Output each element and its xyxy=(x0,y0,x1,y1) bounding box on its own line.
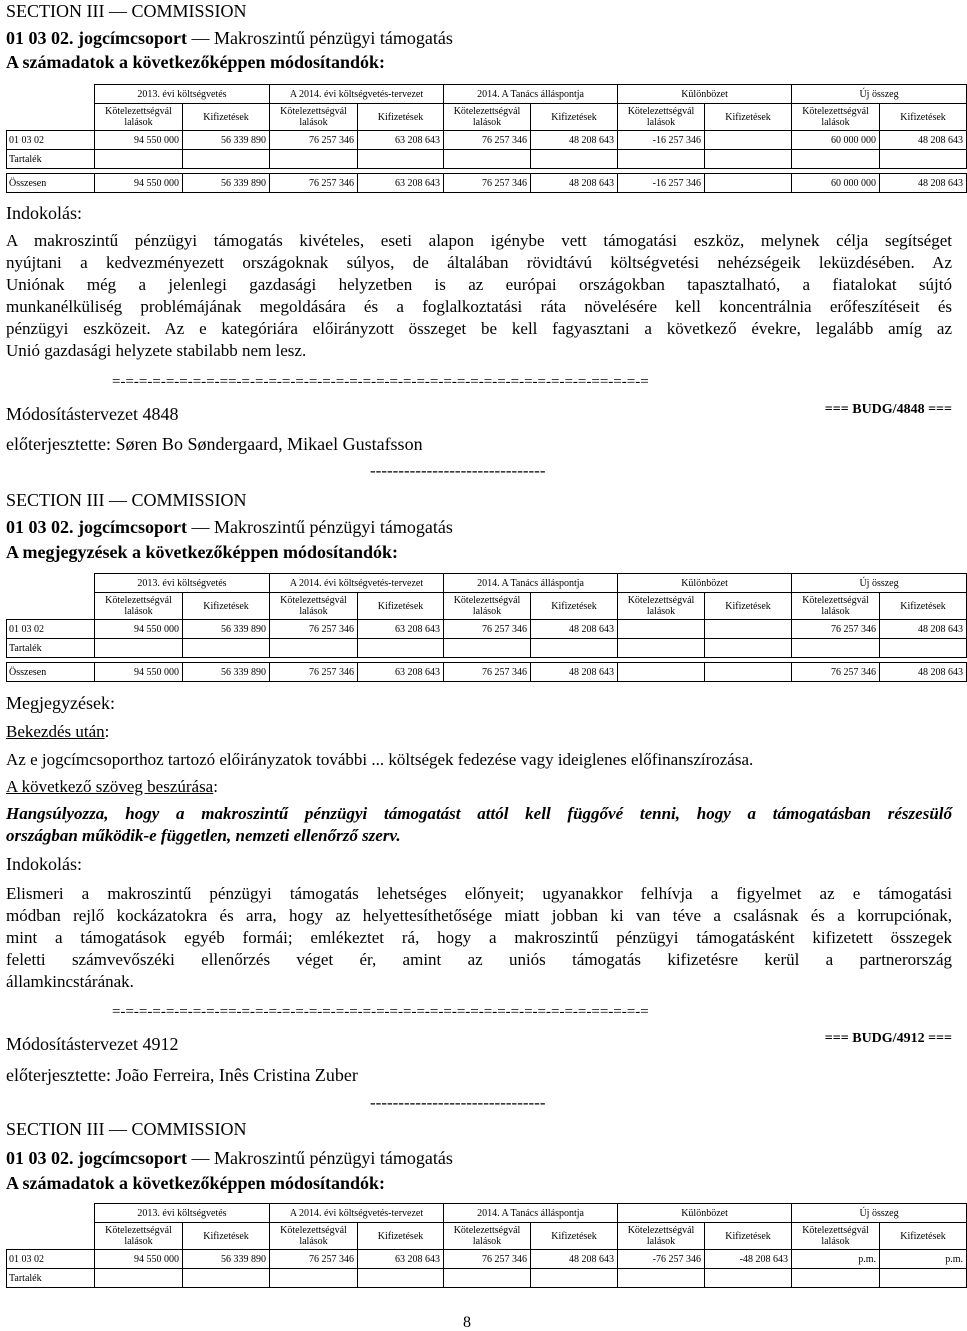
header-new-amount: Új összeg xyxy=(792,85,967,104)
table-cell xyxy=(792,1269,880,1288)
amend-remarks-heading: A megjegyzések a következőképpen módosítandók: xyxy=(6,542,398,562)
table-cell: 48 208 643 xyxy=(880,131,967,150)
chapter-title: — Makroszintű pénzügyi támogatás xyxy=(191,1148,453,1168)
row-label: Tartalék xyxy=(7,639,95,658)
amendment-ref-1: === BUDG/4848 === xyxy=(824,402,952,417)
table-row xyxy=(7,131,967,150)
table-cell xyxy=(705,131,792,150)
table-cell xyxy=(95,150,183,169)
after-paragraph-colon: : xyxy=(104,722,110,741)
section-heading-3: SECTION III — COMMISSION xyxy=(6,1119,247,1139)
header-commitments: Kötelezettségvál lalások xyxy=(792,1223,880,1250)
header-payments: Kifizetések xyxy=(705,104,792,131)
table-cell xyxy=(444,1269,531,1288)
chapter-heading-3 xyxy=(6,1147,453,1169)
table-cell xyxy=(618,620,705,639)
table-cell: 76 257 346 xyxy=(270,620,358,639)
table-corner xyxy=(7,1223,95,1250)
header-commitments: Kötelezettségvál lalások xyxy=(618,104,705,131)
header-draft-2014: A 2014. évi költségvetés-tervezet xyxy=(270,1204,444,1223)
chapter-code: 01 03 02. xyxy=(6,28,74,48)
section-heading-2: SECTION III — COMMISSION xyxy=(6,490,247,510)
table-cell: 63 208 643 xyxy=(358,131,444,150)
row-label: Tartalék xyxy=(7,1269,95,1288)
header-commitments: Kötelezettségvál lalások xyxy=(792,593,880,620)
justification-1-line: nyújtani a kedvezményezett országoknak súlyos, de általában rövidtávú költségvetési nehézségeik leküzdésében. Az xyxy=(6,253,952,272)
table-cell: 76 257 346 xyxy=(270,663,358,682)
table-cell: 63 208 643 xyxy=(358,620,444,639)
table-cell xyxy=(880,1269,967,1288)
remarks-text: Az e jogcímcsoporthoz tartozó előirányzatok további ... költségek fedezése vagy ideiglenes előfinanszírozása. xyxy=(6,750,754,769)
header-payments: Kifizetések xyxy=(358,593,444,620)
header-commitments: Kötelezettségvál lalások xyxy=(270,104,358,131)
table-cell xyxy=(618,1269,705,1288)
table-corner xyxy=(7,104,95,131)
inserted-text xyxy=(6,804,952,848)
row-label: Összesen xyxy=(7,663,95,682)
table-cell: 56 339 890 xyxy=(183,174,270,193)
header-new-amount: Új összeg xyxy=(792,1204,967,1223)
table-cell xyxy=(705,150,792,169)
header-difference: Különbözet xyxy=(618,85,792,104)
justification-2-line: módban rejlő kockázatokra és arra, hogy az helyettesíthetősége miatt jobban ki van téve a csalásnak és a korrupciónak, xyxy=(6,906,952,925)
header-commitments: Kötelezettségvál lalások xyxy=(270,1223,358,1250)
remarks-label: Megjegyzések: xyxy=(6,693,115,713)
table-cell xyxy=(531,1269,618,1288)
justification-label-2: Indokolás: xyxy=(6,854,82,874)
table-cell xyxy=(880,150,967,169)
table-row xyxy=(7,1269,967,1288)
table-cell xyxy=(705,620,792,639)
chapter-heading xyxy=(6,27,453,49)
chapter-word: jogcímcsoport xyxy=(78,517,187,537)
header-payments: Kifizetések xyxy=(880,593,967,620)
table-cell: 48 208 643 xyxy=(531,1250,618,1269)
table-cell: -48 208 643 xyxy=(705,1250,792,1269)
row-label: 01 03 02 xyxy=(7,131,95,150)
header-commitments: Kötelezettségvál lalások xyxy=(444,104,531,131)
header-payments: Kifizetések xyxy=(705,593,792,620)
justification-1-line: munkanélküliség problémájának megoldására és a foglalkoztatási ráta növelésére kell koncentrálnia erőfeszítéseit és xyxy=(6,297,952,316)
table-row xyxy=(7,1250,967,1269)
table-cell: 63 208 643 xyxy=(358,174,444,193)
table-cell: 76 257 346 xyxy=(444,1250,531,1269)
table-cell: 63 208 643 xyxy=(358,663,444,682)
header-new-amount: Új összeg xyxy=(792,574,967,593)
table-cell xyxy=(358,150,444,169)
dash-line-2: ------------------------------- xyxy=(370,1093,546,1112)
header-payments: Kifizetések xyxy=(183,104,270,131)
justification-1-line: A makroszintű pénzügyi támogatás kivételes, eseti alapon igénybe vett támogatási eszköz, melynek célja segítséget xyxy=(6,231,952,250)
justification-1-last-line: Unió gazdasági helyzete stabilabb nem lesz. xyxy=(6,341,307,360)
table-cell: 76 257 346 xyxy=(444,174,531,193)
amend-amounts-heading-2: A számadatok a következőképpen módosítandók: xyxy=(6,1173,386,1193)
chapter-code: 01 03 02. xyxy=(6,1148,74,1168)
table-corner xyxy=(7,1204,95,1223)
header-council-2014: 2014. A Tanács álláspontja xyxy=(444,574,618,593)
header-payments: Kifizetések xyxy=(183,1223,270,1250)
after-paragraph-label: Bekezdés után xyxy=(6,722,105,741)
page-number: 8 xyxy=(463,1314,471,1331)
header-payments: Kifizetések xyxy=(358,104,444,131)
justification-2-line: feletti számvevőszéki ellenőrzés véget ér, amint az uniós támogatás kifizetésre kerül a partnerország xyxy=(6,950,952,969)
table-cell xyxy=(705,639,792,658)
header-commitments: Kötelezettségvál lalások xyxy=(618,1223,705,1250)
table-cell: -16 257 346 xyxy=(618,131,705,150)
table-cell: 48 208 643 xyxy=(880,663,967,682)
table-cell xyxy=(95,1269,183,1288)
tabled-by-2: előterjesztette: João Ferreira, Inês Cristina Zuber xyxy=(6,1065,358,1085)
table-cell xyxy=(270,639,358,658)
header-payments: Kifizetések xyxy=(880,104,967,131)
header-payments: Kifizetések xyxy=(531,593,618,620)
header-council-2014: 2014. A Tanács álláspontja xyxy=(444,85,618,104)
header-commitments: Kötelezettségvál lalások xyxy=(618,593,705,620)
table-cell: 48 208 643 xyxy=(531,663,618,682)
chapter-word: jogcímcsoport xyxy=(78,28,187,48)
table-cell: 56 339 890 xyxy=(183,620,270,639)
table-cell xyxy=(792,150,880,169)
table-cell: 63 208 643 xyxy=(358,1250,444,1269)
table-cell: 76 257 346 xyxy=(270,131,358,150)
chapter-word: jogcímcsoport xyxy=(78,1148,187,1168)
header-draft-2014: A 2014. évi költségvetés-tervezet xyxy=(270,574,444,593)
table-cell xyxy=(358,639,444,658)
inserted-text-line: Hangsúlyozza, hogy a makroszintű pénzügyi támogatást attól kell függővé tenni, hogy a támogatásban részesülő xyxy=(6,804,952,823)
table-cell: 76 257 346 xyxy=(444,663,531,682)
table-cell: 94 550 000 xyxy=(95,620,183,639)
table-corner xyxy=(7,593,95,620)
table-cell: 60 000 000 xyxy=(792,131,880,150)
table-cell: 60 000 000 xyxy=(792,174,880,193)
table-cell: p.m. xyxy=(792,1250,880,1269)
table-row xyxy=(7,663,967,682)
table-cell xyxy=(183,639,270,658)
header-payments: Kifizetések xyxy=(531,104,618,131)
table-cell: 76 257 346 xyxy=(792,620,880,639)
header-budget-2013: 2013. évi költségvetés xyxy=(95,85,270,104)
row-label: 01 03 02 xyxy=(7,620,95,639)
separator-2: =-=-=-=-=-=-=-=-==-=-=-=-=-=-=-=-=-=-=-=-=-=-=-=-=-=-=-=-=-=-=-=-=-=-=-==-=-=-= xyxy=(112,1004,649,1020)
table-cell xyxy=(705,1269,792,1288)
header-payments: Kifizetések xyxy=(183,593,270,620)
amendment-ref-2: === BUDG/4912 === xyxy=(824,1031,952,1046)
section-heading: SECTION III — COMMISSION xyxy=(6,1,247,21)
table-cell: 94 550 000 xyxy=(95,174,183,193)
header-commitments: Kötelezettségvál lalások xyxy=(95,593,183,620)
header-payments: Kifizetések xyxy=(880,1223,967,1250)
table-cell: -16 257 346 xyxy=(618,174,705,193)
table-cell xyxy=(618,150,705,169)
budget-table-2 xyxy=(6,573,967,682)
table-cell: 76 257 346 xyxy=(270,174,358,193)
table-cell: 76 257 346 xyxy=(444,620,531,639)
header-difference: Különbözet xyxy=(618,574,792,593)
insert-label-colon: : xyxy=(213,777,218,796)
table-cell: 48 208 643 xyxy=(531,174,618,193)
header-payments: Kifizetések xyxy=(531,1223,618,1250)
table-corner xyxy=(7,574,95,593)
table-cell: 56 339 890 xyxy=(183,663,270,682)
amendment-title-1: Módosítástervezet 4848 xyxy=(6,404,179,424)
header-council-2014: 2014. A Tanács álláspontja xyxy=(444,1204,618,1223)
table-cell: 48 208 643 xyxy=(531,620,618,639)
justification-2-last-line: államkincstárának. xyxy=(6,972,134,991)
table-cell xyxy=(95,639,183,658)
table-cell: 76 257 346 xyxy=(792,663,880,682)
budget-table-1 xyxy=(6,84,967,193)
inserted-text-line: országban működik-e független, nemzeti ellenőrző szerv. xyxy=(6,826,401,845)
tabled-by-1: előterjesztette: Søren Bo Søndergaard, Mikael Gustafsson xyxy=(6,434,423,454)
header-commitments: Kötelezettségvál lalások xyxy=(95,1223,183,1250)
justification-2-line: mint a támogatások egyéb formái; emlékeztet rá, hogy a makroszintű pénzügyi támogatásként kifizetett összegek xyxy=(6,928,952,947)
table-cell: p.m. xyxy=(880,1250,967,1269)
table-cell xyxy=(358,1269,444,1288)
dash-line-1: ------------------------------- xyxy=(370,461,546,480)
header-budget-2013: 2013. évi költségvetés xyxy=(95,574,270,593)
insert-label xyxy=(6,777,218,797)
table-cell xyxy=(531,639,618,658)
chapter-code: 01 03 02. xyxy=(6,517,74,537)
table-cell xyxy=(183,150,270,169)
amend-amounts-heading: A számadatok a következőképpen módosítandók: xyxy=(6,52,386,72)
table-cell xyxy=(531,150,618,169)
header-commitments: Kötelezettségvál lalások xyxy=(444,593,531,620)
table-cell xyxy=(880,639,967,658)
table-cell xyxy=(444,639,531,658)
header-commitments: Kötelezettségvál lalások xyxy=(95,104,183,131)
chapter-heading-2 xyxy=(6,516,453,538)
table-row xyxy=(7,174,967,193)
chapter-title: — Makroszintű pénzügyi támogatás xyxy=(191,517,453,537)
table-cell: 56 339 890 xyxy=(183,1250,270,1269)
row-label: Összesen xyxy=(7,174,95,193)
table-cell xyxy=(705,174,792,193)
header-commitments: Kötelezettségvál lalások xyxy=(444,1223,531,1250)
budget-table-3 xyxy=(6,1203,967,1288)
table-cell xyxy=(444,150,531,169)
table-cell xyxy=(618,663,705,682)
table-cell xyxy=(618,639,705,658)
insert-label-text: A következő szöveg beszúrása xyxy=(6,777,214,796)
header-budget-2013: 2013. évi költségvetés xyxy=(95,1204,270,1223)
table-cell xyxy=(183,1269,270,1288)
table-cell: 94 550 000 xyxy=(95,1250,183,1269)
table-cell xyxy=(792,639,880,658)
table-cell: 76 257 346 xyxy=(444,131,531,150)
header-difference: Különbözet xyxy=(618,1204,792,1223)
table-cell: 48 208 643 xyxy=(531,131,618,150)
table-corner xyxy=(7,85,95,104)
table-cell: 56 339 890 xyxy=(183,131,270,150)
table-cell xyxy=(270,150,358,169)
chapter-title: — Makroszintű pénzügyi támogatás xyxy=(191,28,453,48)
separator-1: =-=-=-=-=-=-=-=-==-=-=-=-=-=-=-=-=-=-=-=-=-=-=-=-=-=-=-=-=-=-=-=-=-=-=-==-=-=-= xyxy=(112,374,649,390)
table-cell: 48 208 643 xyxy=(880,174,967,193)
after-paragraph xyxy=(6,722,109,742)
table-cell: 76 257 346 xyxy=(270,1250,358,1269)
header-commitments: Kötelezettségvál lalások xyxy=(270,593,358,620)
justification-1-line: pénzügyi eszközeit. Az e kategóriára előirányzott összeget be kell fagyasztani a következő évekre, legalább amíg az xyxy=(6,319,952,338)
table-row xyxy=(7,639,967,658)
header-commitments: Kötelezettségvál lalások xyxy=(792,104,880,131)
table-cell: 48 208 643 xyxy=(880,620,967,639)
justification-text-2 xyxy=(6,884,952,994)
justification-2-line: Elismeri a makroszintű pénzügyi támogatás lehetséges előnyeit; ugyanakkor felhívja a figyelmet az e támogatási xyxy=(6,884,952,903)
table-row xyxy=(7,620,967,639)
header-payments: Kifizetések xyxy=(705,1223,792,1250)
table-cell: 94 550 000 xyxy=(95,131,183,150)
table-cell xyxy=(270,1269,358,1288)
table-cell xyxy=(705,663,792,682)
justification-1-line: Uniónak még a jelenlegi gazdasági helyzetben is az európai országokban tapasztalható, a fiatalokat sújtó xyxy=(6,275,952,294)
table-cell: -76 257 346 xyxy=(618,1250,705,1269)
header-draft-2014: A 2014. évi költségvetés-tervezet xyxy=(270,85,444,104)
table-row xyxy=(7,150,967,169)
header-payments: Kifizetések xyxy=(358,1223,444,1250)
justification-label-1: Indokolás: xyxy=(6,203,82,223)
row-label: 01 03 02 xyxy=(7,1250,95,1269)
table-cell: 94 550 000 xyxy=(95,663,183,682)
row-label: Tartalék xyxy=(7,150,95,169)
justification-text-1 xyxy=(6,231,952,363)
amendment-title-2: Módosítástervezet 4912 xyxy=(6,1034,179,1054)
